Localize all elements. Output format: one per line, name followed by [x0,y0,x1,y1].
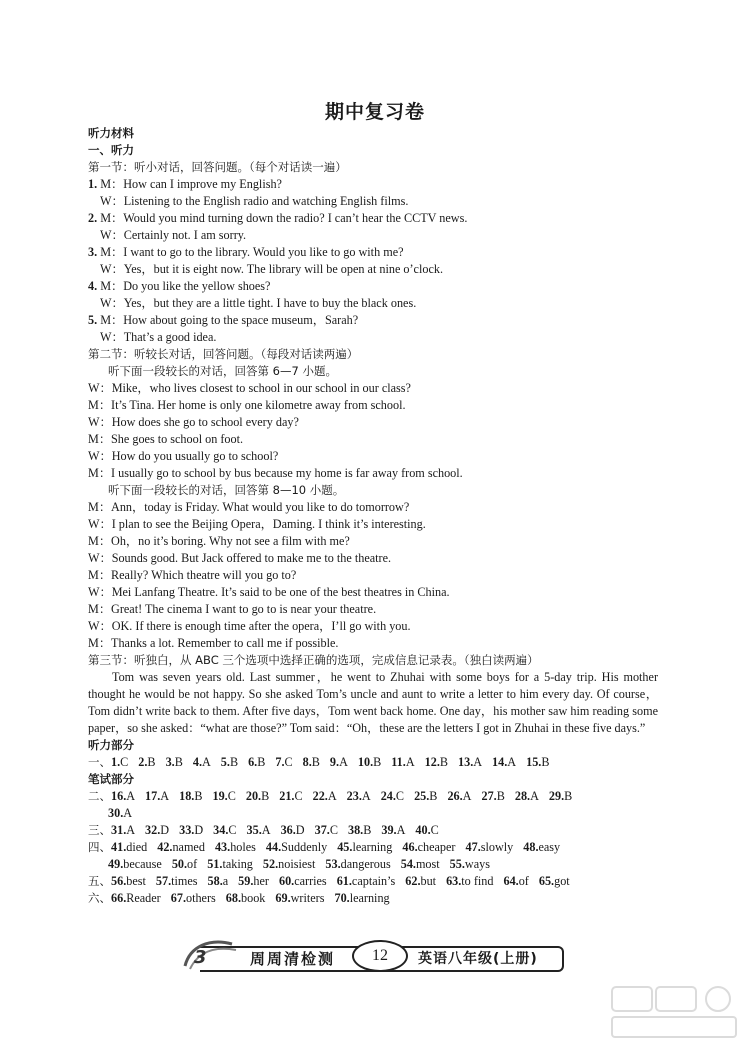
answer-value: died [126,840,148,854]
answer-number: 43. [214,840,231,854]
dialog-line: W：I plan to see the Beijing Opera，Daming. I think it’s interesting. [88,517,426,531]
answer-value: because [123,857,162,871]
answer-item [402,840,455,854]
answer-number: 28. [514,789,531,803]
answer-number: 69. [275,891,291,905]
answer-number: 27. [481,789,497,803]
answer-item [458,755,482,769]
answer-number: 1. [111,755,121,769]
answer-item [108,857,162,871]
answer-value: C [120,755,129,769]
answer-value: C [227,789,236,803]
answer-value: of [518,874,529,888]
answer-row [88,890,658,907]
answer-value: noisiest [278,857,316,871]
answer-number: 62. [405,874,421,888]
answer-row [88,788,658,805]
answer-number: 16. [111,789,127,803]
dialog-number: 5. [88,313,101,327]
answers-listening [88,754,658,771]
answer-value: of [187,857,198,871]
answer-value: learning [349,891,390,905]
answer-value: A [126,823,136,837]
answer-number: 18. [179,789,195,803]
answer-value: best [126,874,146,888]
answer-number: 38. [347,823,364,837]
answer-item [303,755,320,769]
dialog-number: 3. [88,245,101,259]
answer-number: 55. [449,857,465,871]
watermark-logo-icon [610,985,740,1040]
answer-section-prefix: 四、 [88,840,111,854]
dialog-question [88,176,658,193]
dialog-answer: W：Listening to the English radio and watching English films. [100,194,409,208]
answer-number: 37. [314,823,330,837]
answer-item [238,874,269,888]
part1-instruction: 第一节：听小对话，回答问题。（每个对话读一遍） [88,160,347,174]
conversation-2 [88,499,658,652]
answer-number: 57. [155,874,172,888]
answer-value: B [229,755,239,769]
answer-item [539,874,570,888]
answer-item [138,755,155,769]
answer-number: 46. [402,840,418,854]
answer-number: 40. [415,823,431,837]
answer-value: A [160,789,170,803]
answer-number: 50. [171,857,188,871]
answer-item [503,874,528,888]
answer-number: 20. [245,789,262,803]
dialog-question-text: M：Would you mind turning down the radio? I can’t hear the CCTV news. [100,211,468,225]
answer-value: C [430,823,439,837]
answer-value: A [261,823,271,837]
answers-section-5 [88,873,658,890]
dialog-number: 2. [88,211,101,225]
part3-instruction: 第三节：听独白，从 ABC 三个选项中选择正确的选项，完成信息记录表。（独白读两遍） [88,653,539,667]
answer-number: 11. [391,755,406,769]
answer-value: B [564,789,573,803]
answer-value: others [185,891,216,905]
answer-number: 6. [248,755,258,769]
answer-section-prefix: 五、 [88,874,111,888]
answer-item [215,840,256,854]
answer-item [405,874,436,888]
dialog-line: M：I usually go to school by bus because my home is far away from school. [88,466,463,480]
answer-value: A [396,823,406,837]
svg-text:3: 3 [194,947,207,968]
answer-number: 48. [523,840,539,854]
dialog-line: W：Mike，who lives closest to school in our school in our class? [88,381,411,395]
answer-value: learning [352,840,393,854]
answer-number: 23. [346,789,362,803]
answer-item [492,755,516,769]
answer-value: A [201,755,211,769]
page-footer [180,936,565,972]
answer-value: writers [290,891,325,905]
answer-value: cheaper [417,840,456,854]
answer-item [334,891,389,905]
answer-number: 65. [538,874,555,888]
answer-value: A [126,789,136,803]
answer-item [108,806,132,820]
answer-value: A [507,755,517,769]
answer-section-prefix: 三、 [88,823,111,837]
answer-item [381,823,405,837]
dialog-answer: W：That’s a good idea. [100,330,217,344]
answer-item [466,840,514,854]
answer-row [88,839,658,856]
answer-number: 14. [492,755,508,769]
answer-number: 29. [548,789,565,803]
answer-item [325,857,390,871]
dialog-question-text: M：How can I improve my English? [100,177,282,191]
answer-value: B [363,823,372,837]
answer-item [111,789,135,803]
answer-value: A [473,755,483,769]
answer-item [446,874,493,888]
answer-item [212,789,235,803]
conversation-1 [88,380,658,482]
answer-item [481,789,504,803]
answer-number: 13. [458,755,474,769]
dialog-line: M：Great! The cinema I want to go to is near your theatre. [88,602,377,616]
heading-material: 听力材料 [88,126,134,140]
answer-value: B [257,755,266,769]
answer-item [337,840,392,854]
answer-value: captain’s [351,874,396,888]
answer-item [313,789,337,803]
answer-value: named [172,840,205,854]
answer-number: 22. [312,789,328,803]
answer-item [179,823,203,837]
footer-brand: 周周清检测 [250,950,336,968]
answer-item [111,755,128,769]
answer-row [88,873,658,890]
answer-number: 35. [246,823,262,837]
answer-item [263,857,315,871]
dialog-answer: W：Yes，but it is eight now. The library will be open at nine o’clock. [100,262,443,276]
answer-value: Reader [126,891,161,905]
answer-number: 7. [275,755,285,769]
answer-number: 12. [424,755,440,769]
written-part-heading: 笔试部分 [88,772,134,786]
answer-value: D [160,823,170,837]
answer-number: 31. [111,823,127,837]
dialog-answer: W：Certainly not. I am sorry. [100,228,247,242]
part2-instruction: 第二节：听较长对话，回答问题。（每段对话读两遍） [88,347,359,361]
answer-value: B [261,789,270,803]
answer-value: B [194,789,203,803]
answer-number: 3. [165,755,175,769]
answer-value: B [541,755,550,769]
answer-item [221,755,238,769]
answer-number: 58. [207,874,223,888]
answer-number: 53. [325,857,341,871]
answer-number: 60. [278,874,295,888]
document-body [88,125,658,907]
answers-section-2 [88,788,658,822]
dialog-line: W：How do you usually go to school? [88,449,279,463]
answer-item [208,874,229,888]
dialog-line: M：Oh，no it’s boring. Why not see a film with me? [88,534,350,548]
dialog-line: M：Ann，today is Friday. What would you like to do tomorrow? [88,500,410,514]
answer-number: 5. [220,755,230,769]
answer-item [425,755,448,769]
answer-number: 17. [145,789,161,803]
dialog-question [88,278,658,295]
swirl-logo-icon [180,936,240,972]
dialog-question [88,244,658,261]
answer-value: D [194,823,204,837]
answer-number: 45. [337,840,353,854]
answer-value: her [253,874,269,888]
answer-item [348,823,371,837]
answer-value: slowly [480,840,514,854]
answer-section-prefix: 二、 [88,789,111,803]
answer-item [179,789,202,803]
answer-value: A [327,789,337,803]
answer-item [523,840,560,854]
part2-intro-1: 听下面一段较长的对话，回答第 6—7 小题。 [108,364,337,378]
answer-value: carries [294,874,327,888]
answer-number: 41. [111,840,127,854]
answer-value: C [395,789,405,803]
dialog-line: W：OK. If there is enough time after the opera，I’ll go with you. [88,619,411,633]
answer-number: 51. [207,857,223,871]
answer-value: A [123,806,133,820]
answer-item [111,874,146,888]
answer-item [193,755,211,769]
answer-item [381,789,404,803]
page-number: 12 [352,940,408,972]
answer-value: B [439,755,448,769]
answer-number: 66. [111,891,127,905]
answer-value: to find [461,874,494,888]
dialog-question-text: M：How about going to the space museum，Sarah? [100,313,359,327]
dialog-question [88,210,658,227]
answer-number: 15. [526,755,542,769]
answer-item [207,857,253,871]
answer-value: got [554,874,570,888]
answer-item [213,823,236,837]
answer-value: a [222,874,229,888]
answer-value: C [284,755,293,769]
answer-value: taking [222,857,253,871]
answers-section-6 [88,890,658,907]
dialog-line: M：Really? Which theatre will you go to? [88,568,297,582]
answer-number: 33. [179,823,195,837]
dialog-line: W：Mei Lanfang Theatre. It’s said to be one of the best theatres in China. [88,585,450,599]
answer-item [111,891,161,905]
answer-item [275,891,324,905]
answer-number: 25. [414,789,430,803]
answer-number: 8. [302,755,312,769]
answer-item [347,789,371,803]
answer-number: 42. [157,840,173,854]
answer-number: 56. [111,874,127,888]
dialog-number: 4. [88,279,101,293]
answer-item [549,789,572,803]
answer-number: 54. [400,857,416,871]
answer-item [279,874,327,888]
answer-item [111,840,147,854]
footer-subject: 英语八年级(上册) [418,951,538,967]
answer-value: dangerous [340,857,391,871]
answer-item [450,857,490,871]
answer-number: 49. [108,857,124,871]
answer-value: times [171,874,198,888]
answer-item [145,789,169,803]
answer-item [275,755,292,769]
dialog-question-text: M：I want to go to the library. Would you like to go with me? [100,245,404,259]
answer-item [145,823,169,837]
dialog-line: W：How does she go to school every day? [88,415,299,429]
answer-number: 67. [170,891,186,905]
answer-item [401,857,440,871]
answer-value: A [339,755,348,769]
answer-item [330,755,348,769]
dialog-line: W：Sounds good. But Jack offered to make me to the theatre. [88,551,392,565]
answer-number: 64. [503,874,519,888]
answer-item [266,840,327,854]
answer-number: 47. [465,840,481,854]
answer-number: 52. [262,857,279,871]
answer-item [391,755,414,769]
answer-item [515,789,539,803]
answer-number: 21. [279,789,295,803]
answer-item [248,755,265,769]
answer-item [337,874,396,888]
short-dialogs [88,176,658,346]
answer-value: B [311,755,320,769]
answer-number: 59. [238,874,254,888]
answer-value: B [174,755,183,769]
dialog-number: 1. [88,177,101,191]
answer-item [415,823,438,837]
answer-number: 68. [225,891,242,905]
answer-number: 70. [334,891,350,905]
answer-number: 30. [108,806,124,820]
answer-number: 36. [280,823,296,837]
answer-row [88,856,658,873]
answer-section-prefix: 一、 [88,755,111,769]
answer-item [247,823,271,837]
answer-item [447,789,471,803]
answer-value: B [147,755,156,769]
answer-value: C [294,789,303,803]
answer-value: ways [464,857,490,871]
answer-item [156,874,198,888]
answer-value: D [295,823,305,837]
answer-number: 63. [446,874,462,888]
answer-number: 39. [381,823,397,837]
answer-item [166,755,183,769]
answer-row [88,805,658,822]
answer-item [414,789,437,803]
dialog-answer: W：Yes，but they are a little tight. I have to buy the black ones. [100,296,417,310]
dialog-question [88,312,658,329]
answer-item [171,891,216,905]
listening-part-heading: 听力部分 [88,738,134,752]
answer-value: but [420,874,437,888]
dialog-line: M：Thanks a lot. Remember to call me if possible. [88,636,339,650]
monologue-text: Tom was seven years old. Last summer，he went to Zhuhai with some boys for a 5-day trip. His mother thought he would be not happy. So she asked Tom’s uncle and aunt to write a letter to him every day. Of course，Tom didn’t write back to them. After five days，Tom went back home. One day，his mother saw him reading some paper，so she asked：“what are those?” Tom said：“Oh，these are the letters I got in Zhuhai in these five days.” [88,670,658,735]
answer-item [172,857,197,871]
answer-value: C [329,823,338,837]
answer-value: most [415,857,440,871]
answer-item [358,755,381,769]
answer-number: 34. [213,823,229,837]
answer-row [88,822,658,839]
answer-value: A [530,789,539,803]
answer-number: 9. [329,755,340,769]
answer-item [279,789,302,803]
page-title: 期中复习卷 [324,101,425,123]
dialog-line: M：She goes to school on foot. [88,432,244,446]
answer-value: book [241,891,266,905]
answer-number: 32. [145,823,161,837]
answer-item [226,891,266,905]
dialog-line: M：It’s Tina. Her home is only one kilometre away from school. [88,398,406,412]
answer-value: Suddenly [281,840,328,854]
answer-value: B [496,789,505,803]
answer-item [315,823,338,837]
answer-value: A [462,789,472,803]
answer-value: B [429,789,438,803]
answer-item [281,823,305,837]
answer-number: 10. [357,755,374,769]
part2-intro-2: 听下面一段较长的对话，回答第 8—10 小题。 [108,483,345,497]
answer-number: 44. [265,840,282,854]
answer-number: 2. [138,755,148,769]
dialog-question-text: M：Do you like the yellow shoes? [100,279,271,293]
answer-item [157,840,205,854]
answers-section-4 [88,839,658,873]
answer-number: 19. [212,789,228,803]
answer-item [111,823,135,837]
answer-value: B [373,755,382,769]
answer-number: 61. [336,874,352,888]
answer-number: 4. [192,755,202,769]
answer-value: easy [538,840,561,854]
section-listening: 一、听力 [88,143,134,157]
answer-value: holes [230,840,256,854]
answer-section-prefix: 六、 [88,891,111,905]
answer-number: 24. [380,789,396,803]
answer-value: A [405,755,415,769]
answers-section-3 [88,822,658,839]
answer-item [526,755,549,769]
answer-number: 26. [447,789,463,803]
answer-value: C [228,823,237,837]
answer-value: A [361,789,371,803]
answer-item [246,789,269,803]
